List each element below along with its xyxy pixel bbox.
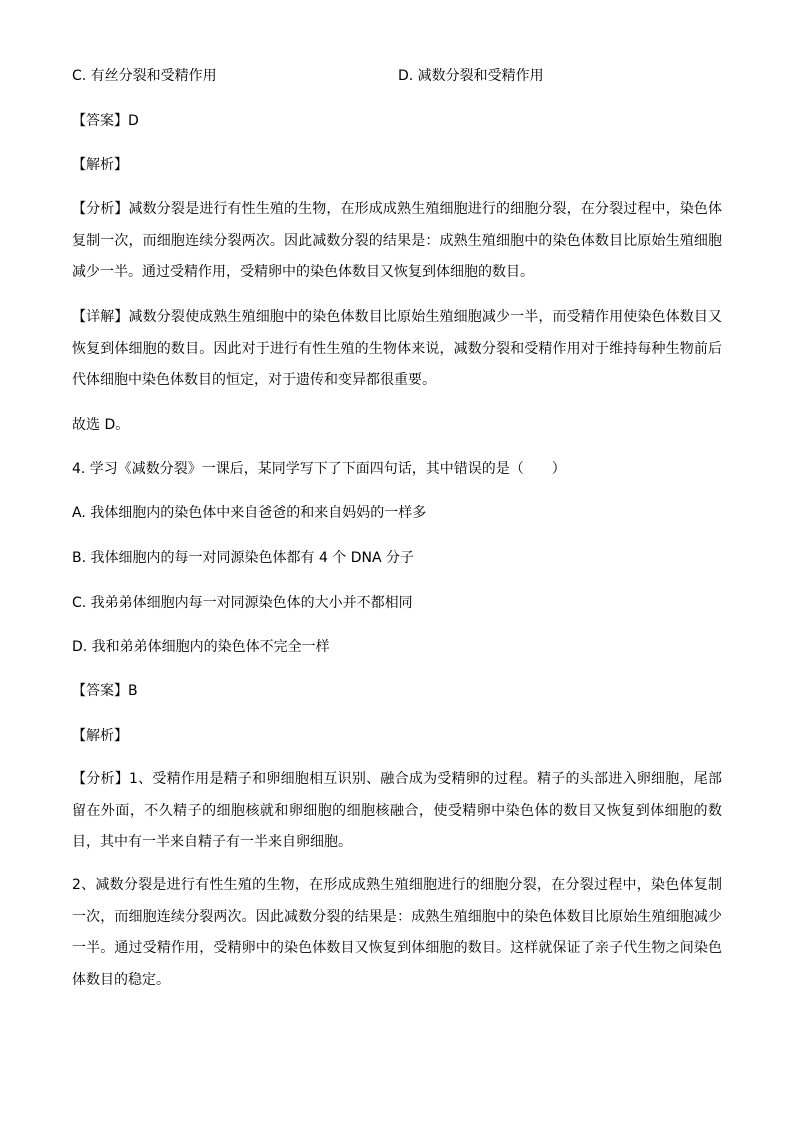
q4-option-a: A. 我体细胞内的染色体中来自爸爸的和来自妈妈的一样多 [72, 505, 427, 521]
q4-fenxi-2: 2、减数分裂是进行有性生殖的生物，在形成成熟生殖细胞进行的细胞分裂，在分裂过程中，染色体复制一次，而细胞连续分裂两次。因此减数分裂的结果是：成熟生殖细胞中的染色体数目比原始生殖细胞减少一半。通过受精作用，受精卵中的染色体数目又恢复到体细胞的数目。这样就保证了亲子代生物之间染色体数目的稳定。 [72, 877, 722, 988]
q4-stem: 4. 学习《减数分裂》一课后，某同学写下了下面四句话，其中错误的是（ ） [72, 461, 566, 477]
q4-option-c: C. 我弟弟体细胞内每一对同源染色体的大小并不都相同 [72, 595, 413, 611]
q3-fenxi: 【分析】减数分裂是进行有性生殖的生物，在形成成熟生殖细胞进行的细胞分裂，在分裂过程中，染色体复制一次，而细胞连续分裂两次。因此减数分裂的结果是：成熟生殖细胞中的染色体数目比原始生殖细胞减少一半。通过受精作用，受精卵中的染色体数目又恢复到体细胞的数目。 [72, 201, 722, 280]
q3-conclusion: 故选 D。 [72, 417, 130, 433]
q3-answer: 【答案】D [72, 113, 139, 129]
q4-option-d: D. 我和弟弟体细胞内的染色体不完全一样 [72, 639, 330, 655]
q3-analysis-title: 【解析】 [72, 157, 128, 173]
option-d-prev: D. 减数分裂和受精作用 [398, 68, 544, 84]
q3-xiangjie: 【详解】减数分裂使成熟生殖细胞中的染色体数目比原始生殖细胞减少一半，而受精作用使染色体数目又恢复到体细胞的数目。因此对于进行有性生殖的生物体来说，减数分裂和受精作用对于维持每种生物前后代体细胞中染色体数目的恒定，对于遗传和变异都很重要。 [72, 309, 722, 388]
q4-fenxi-1: 【分析】1、受精作用是精子和卵细胞相互识别、融合成为受精卵的过程。精子的头部进入卵细胞，尾部留在外面，不久精子的细胞核就和卵细胞的细胞核融合，使受精卵中染色体的数目又恢复到体细胞的数目，其中有一半来自精子有一半来自卵细胞。 [72, 771, 722, 850]
option-c-prev: C. 有丝分裂和受精作用 [72, 68, 217, 84]
q4-analysis-title: 【解析】 [72, 728, 128, 744]
q4-option-b: B. 我体细胞内的每一对同源染色体都有 4 个 DNA 分子 [72, 550, 415, 566]
q4-answer: 【答案】B [72, 683, 138, 699]
